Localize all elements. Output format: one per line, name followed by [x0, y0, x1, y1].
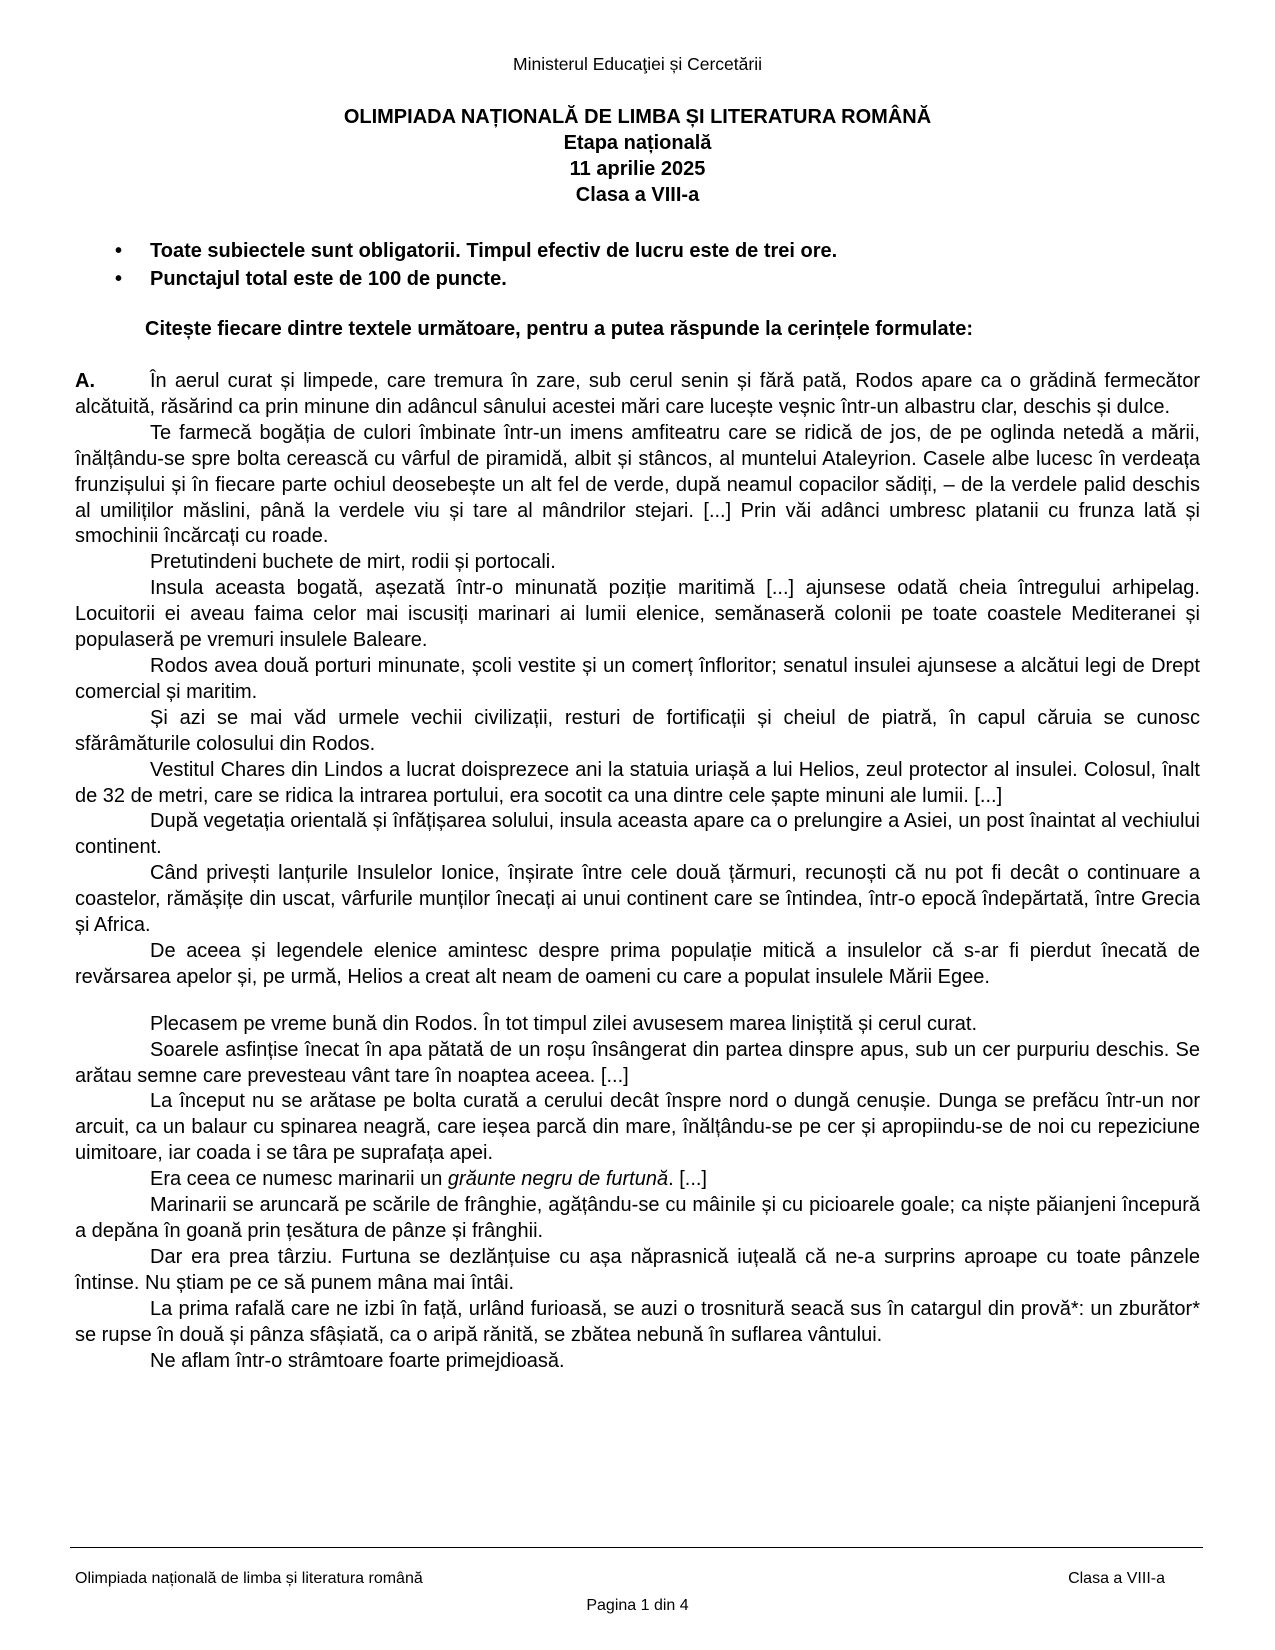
- paragraph: După vegetația orientală și înfățișarea solului, insula aceasta apare ca o prelungire a Asiei, un post înaintat al vechiului continent.: [75, 810, 1200, 859]
- rule-item: • Toate subiectele sunt obligatorii. Timpul efectiv de lucru este de trei ore.: [115, 237, 837, 265]
- bullet-icon: •: [115, 240, 123, 262]
- title-block: [0, 104, 1275, 208]
- paragraph: Când privești lanțurile Insulelor Ionice, înșirate între cele două țărmuri, recunoști că nu pot fi decât o continuare a coastelor, rămășițe din uscat, vârfurile munților înecați ai unui continent care se întindea, într-o epocă îndepărtată, între Grecia și Africa.: [75, 862, 1200, 937]
- bullet-icon: •: [115, 268, 123, 290]
- footer-class: Clasa a VIII-a: [1068, 1570, 1165, 1587]
- paragraph: La prima rafală care ne izbi în față, urlând furioasă, se auzi o trosnitură seacă sus în catargul din provă*: un zburător* se rupse în două și pânza sfâșiată, ca o aripă rănită, se zbătea nebună în suflarea vântului.: [75, 1297, 1200, 1346]
- paragraph: Te farmecă bogăția de culori îmbinate într-un imens amfiteatru care se ridică de jos, de pe oglinda netedă a mării, înălțându-se spre bolta cerească cu vârful de piramidă, albit și stâncos, al muntelui Ataleyrion. Casele albe lucesc în verdeața frunzișului și în fiecare parte ochiul deosebește un alt fel de verde, după neamul copacilor sădiți, – de la verdele palid deschis al umiliților măslini, până la verdele viu și tare al mândrilor stejari. [...] Prin văi adânci umbresc platanii cu frunza lată și smochinii încărcați cu roade.: [75, 421, 1200, 548]
- text-a: [75, 369, 1200, 1374]
- class-title: Clasa a VIII-a: [575, 184, 700, 206]
- page-number: Pagina 1 din 4: [586, 1597, 689, 1614]
- paragraph: Insula aceasta bogată, așezată într-o minunată poziție maritimă [...] ajunsese odată cheia întregului arhipelag. Locuitorii ei aveau faima celor mai iscusiți marinari ai lumii elenice, semănaseră colonii pe toate coastele Mediteranei și populaseră pe vremuri insulele Baleare.: [75, 577, 1200, 652]
- paragraph: Marinarii se aruncară pe scările de frânghie, agățându-se cu mâinile și cu picioarele goale; ca niște păianjeni începură a depăna în goană prin țesătura de pânze și frânghii.: [75, 1194, 1200, 1242]
- paragraph: Și azi se mai văd urmele vechii civilizații, resturi de fortificații și cheiul de piatră, în capul căruia se cunosc sfărâmăturile colosului din Rodos.: [75, 706, 1200, 755]
- exam-date: 11 aprilie 2025: [569, 158, 706, 180]
- paragraph: Pretutindeni buchete de mirt, rodii și portocali.: [150, 551, 556, 574]
- paragraph: Era ceea ce numesc marinarii un grăunte negru de furtună. [...]: [150, 1168, 707, 1191]
- rule-item: • Punctajul total este de 100 de puncte.: [115, 265, 837, 293]
- instruction: Citește fiecare dintre textele următoare, pentru a putea răspunde la cerințele formulate:: [145, 318, 974, 340]
- paragraph: La început nu se arătase pe bolta curată a cerului decât înspre nord o dungă cenușie. Dunga se prefăcu într-un nor arcuit, ca un balaur cu spinarea neagră, care ieșea parcă din mare, înălțându-se pe cer și apropiindu-se de noi cu repeziciune uimitoare, iar coada i se târa pe suprafața apei.: [75, 1090, 1200, 1165]
- paragraph: Rodos avea două porturi minunate, școli vestite și un comerț înfloritor; senatul insulei ajunsese a alcătui legi de Drept comercial și maritim.: [75, 654, 1200, 703]
- rules-list: [115, 237, 837, 293]
- olympiad-title: OLIMPIADA NAȚIONALĂ DE LIMBA ȘI LITERATURA ROMÂNĂ: [343, 106, 932, 128]
- paragraph: De aceea și legendele elenice amintesc despre prima populație mitică a insulelor că s-ar fi pierdut înecată de revărsarea apelor și, pe urmă, Helios a creat alt neam de oameni cu care a populat insulele Mării Egee.: [75, 939, 1200, 988]
- paragraph: Plecasem pe vreme bună din Rodos. În tot timpul zilei avusesem marea liniștită și cerul curat.: [150, 1012, 978, 1035]
- paragraph: Soarele asfințise înecat în apa pătată de un roșu însângerat din partea dinspre apus, sub un cer purpuriu deschis. Se arătau semne care prevesteau vânt tare în noaptea aceea. [...]: [75, 1038, 1200, 1087]
- paragraph: Vestitul Chares din Lindos a lucrat doisprezece ani la statuia uriașă a lui Helios, zeul protector al insulei. Colosul, înalt de 32 de metri, care se ridica la intrarea portului, era socotit ca una dintre cele șapte minuni ale lumii. [...]: [75, 758, 1200, 807]
- footer-olympiad: Olimpiada națională de limba și literatura română: [75, 1570, 423, 1587]
- italic-phrase: grăunte negru de furtună: [447, 1168, 669, 1191]
- stage-title: Etapa națională: [563, 132, 712, 154]
- footer-divider: [70, 1547, 1203, 1548]
- paragraph: Dar era prea târziu. Furtuna se dezlănțuise cu așa năprasnică iuțeală că ne-a surprins aproape cu toate pânzele întinse. Nu știam pe ce să punem mâna mai întâi.: [75, 1245, 1200, 1294]
- paragraph: A. În aerul curat și limpede, care tremura în zare, sub cerul senin și fără pată, Rodos apare ca o grădină fermecător alcătuită, răsărind ca prin minune din adâncul sânului acestei mări care lucește veșnic într-un albastru clar, deschis și dulce.: [75, 370, 1200, 418]
- paragraph: Ne aflam într-o strâmtoare foarte primejdioasă.: [150, 1349, 565, 1372]
- text-label: A.: [75, 370, 95, 392]
- ministry-header: Ministerul Educaţiei și Cercetării: [513, 54, 762, 74]
